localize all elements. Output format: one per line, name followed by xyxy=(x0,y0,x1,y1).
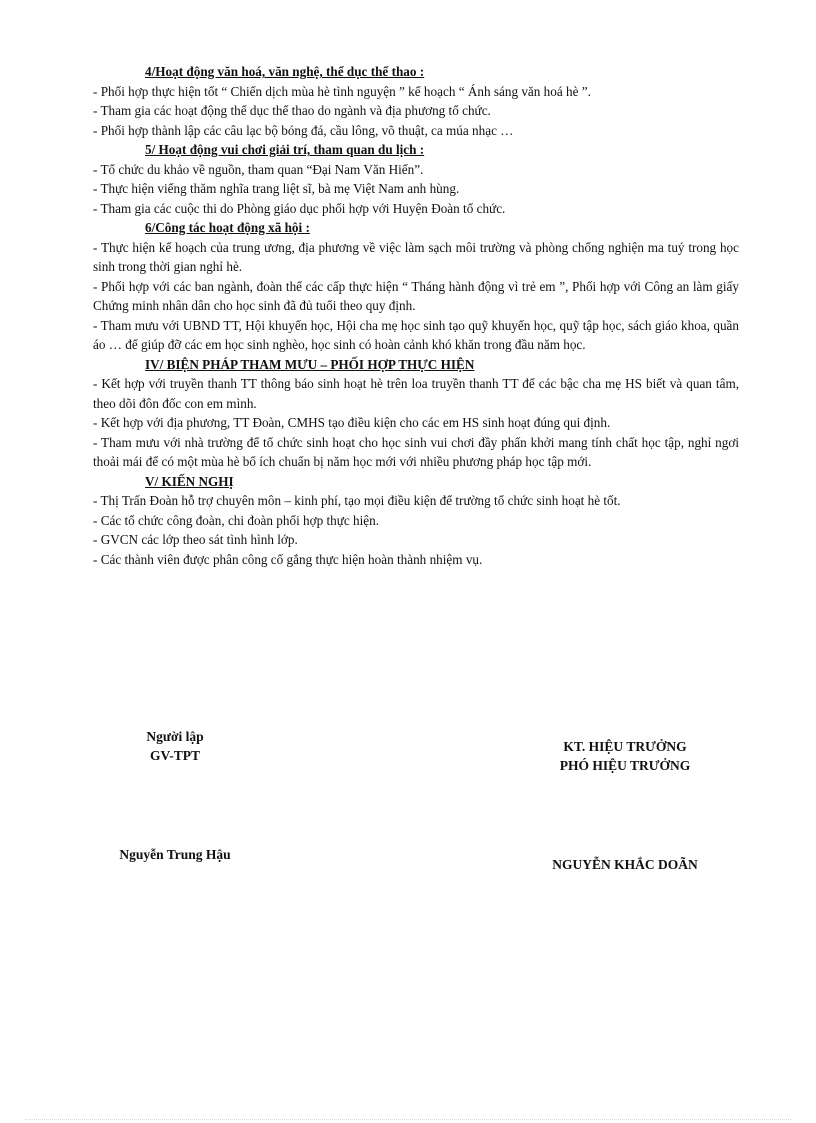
signature-right-name: NGUYỄN KHẮC DOÃN xyxy=(552,857,698,872)
list-item: - Các tổ chức công đoàn, chi đoàn phối hợp thực hiện. xyxy=(93,512,380,528)
section-4-heading: 4/Hoạt động văn hoá, văn nghệ, thể dục thể thao : xyxy=(145,64,425,79)
list-item: - Tham mưu với nhà trường để tổ chức sinh hoạt cho học sinh vui chơi đầy phấn khởi mang tính chất học tập, nghỉ ngơi thoải mái để có một mùa hè bổ ích chuẩn bị năm học mới với nhiều phương pháp học tập mới. xyxy=(93,434,739,469)
signature-left-block xyxy=(130,727,220,765)
list-item: - Phối hợp với các ban ngành, đoàn thể các cấp thực hiện “ Tháng hành động vì trẻ em ”, Phối hợp với Công an làm giấy Chứng minh nhân dân cho học sinh đã đủ tuổi theo quy định. xyxy=(93,278,739,313)
list-item: - Kết hợp với địa phương, TT Đoàn, CMHS tạo điều kiện cho các em HS sinh hoạt đúng qui định. xyxy=(93,415,611,430)
signature-left-role: Người lập xyxy=(146,729,204,744)
list-item: - Tham gia các cuộc thi do Phòng giáo dục phối hợp với Huyện Đoàn tổ chức. xyxy=(93,200,506,216)
list-item: - Các thành viên được phân công cố gắng thực hiện hoàn thành nhiệm vụ. xyxy=(93,551,483,567)
signature-right-block xyxy=(530,737,720,775)
list-item: - Tham gia các hoạt động thể dục thể thao do ngành và địa phương tổ chức. xyxy=(93,103,491,118)
signature-left-name: Nguyễn Trung Hậu xyxy=(119,847,231,862)
list-item: - Thực hiện kế hoạch của trung ương, địa phương về việc làm sạch môi trường và phòng chống nghiện ma tuý trong học sinh trong thời gian nghỉ hè. xyxy=(93,239,739,274)
list-item: - Kết hợp với truyền thanh TT thông báo sinh hoạt hè trên loa truyền thanh TT để các bậc cha mẹ HS biết và quan tâm, theo dõi đôn đốc con em mình. xyxy=(93,376,739,411)
list-item: - Tham mưu với UBND TT, Hội khuyến học, Hội cha mẹ học sinh tạo quỹ khuyến học, quỹ tập học, sách giáo khoa, quần áo … để giúp đỡ các em học sinh nghèo, học sinh có hoàn cảnh khó khăn trong đầu năm học. xyxy=(93,317,739,352)
section-6-heading: 6/Công tác hoạt động xã hội : xyxy=(145,220,310,235)
list-item: - Tổ chức du khảo về nguồn, tham quan “Đại Nam Văn Hiến”. xyxy=(93,161,424,177)
section-5-heading: 5/ Hoạt động vui chơi giải trí, tham quan du lịch : xyxy=(145,142,425,157)
signature-left-title: GV-TPT xyxy=(150,748,200,763)
list-item: - Thực hiện viếng thăm nghĩa trang liệt sĩ, bà mẹ Việt Nam anh hùng. xyxy=(93,181,460,196)
list-item: - Phối hợp thực hiện tốt “ Chiến dịch mùa hè tình nguyện ” kế hoạch “ Ánh sáng văn hoá hè ”. xyxy=(93,83,591,99)
page-bottom-divider xyxy=(25,1119,791,1120)
section-iv-heading: IV/ BIỆN PHÁP THAM MƯU – PHỐI HỢP THỰC HIỆN xyxy=(145,356,475,372)
list-item: - Thị Trấn Đoàn hỗ trợ chuyên môn – kinh phí, tạo mọi điều kiện để trường tổ chức sinh hoạt hè tốt. xyxy=(93,493,621,508)
list-item: - GVCN các lớp theo sát tình hình lớp. xyxy=(93,532,298,547)
document-body xyxy=(93,62,739,569)
signature-right-role: KT. HIỆU TRƯỞNG xyxy=(563,739,687,754)
section-v-heading: V/ KIẾN NGHỊ xyxy=(145,473,234,489)
signature-right-title: PHÓ HIỆU TRƯỞNG xyxy=(559,758,691,773)
list-item: - Phối hợp thành lập các câu lạc bộ bóng đá, cầu lông, võ thuật, ca múa nhạc … xyxy=(93,122,514,138)
